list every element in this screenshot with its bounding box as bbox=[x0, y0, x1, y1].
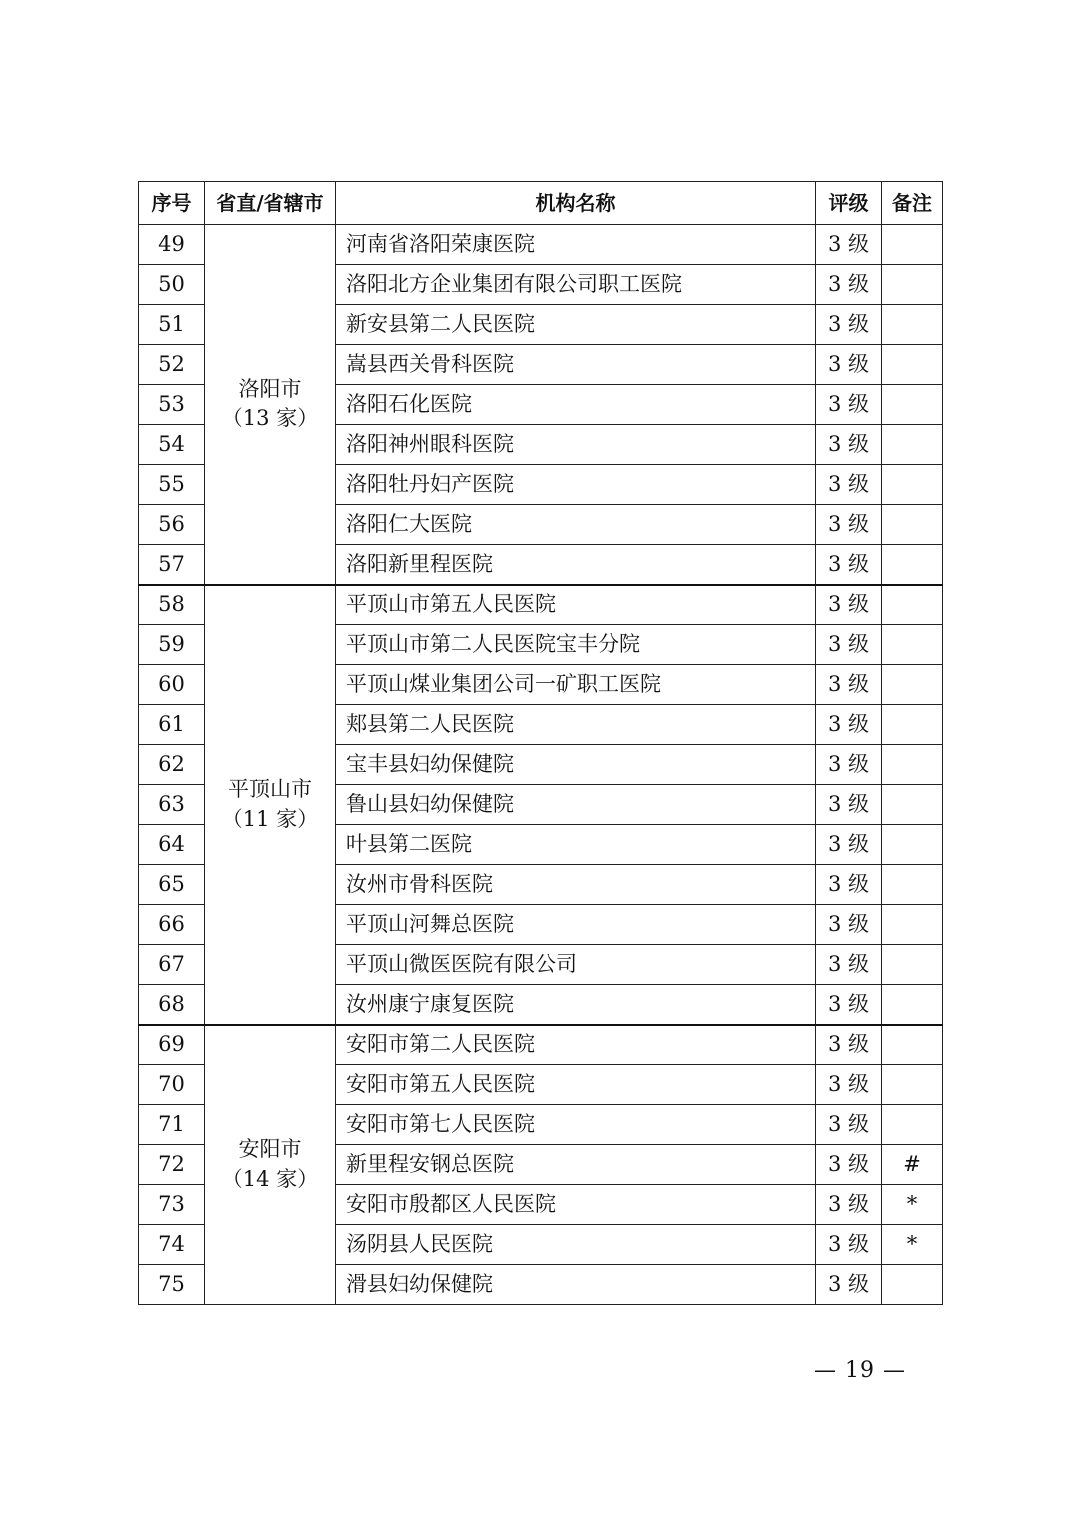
row-number: 52 bbox=[139, 345, 205, 385]
header-institution-name: 机构名称 bbox=[336, 182, 816, 225]
remark: * bbox=[882, 1185, 943, 1225]
institution-name: 洛阳神州眼科医院 bbox=[336, 425, 816, 465]
institution-name: 洛阳石化医院 bbox=[336, 385, 816, 425]
remark bbox=[882, 865, 943, 905]
row-number: 63 bbox=[139, 785, 205, 825]
institution-name: 汝州市骨科医院 bbox=[336, 865, 816, 905]
institution-name: 安阳市第五人民医院 bbox=[336, 1065, 816, 1105]
remark: * bbox=[882, 1225, 943, 1265]
institution-name: 平顶山微医医院有限公司 bbox=[336, 945, 816, 985]
header-remarks: 备注 bbox=[882, 182, 943, 225]
remark bbox=[882, 1105, 943, 1145]
institution-name: 洛阳牡丹妇产医院 bbox=[336, 465, 816, 505]
row-number: 53 bbox=[139, 385, 205, 425]
remark bbox=[882, 625, 943, 665]
table-row bbox=[139, 1025, 943, 1065]
rating-level: 3 级 bbox=[816, 265, 882, 305]
row-number: 65 bbox=[139, 865, 205, 905]
rating-level: 3 级 bbox=[816, 465, 882, 505]
rating-level: 3 级 bbox=[816, 1145, 882, 1185]
table-row bbox=[139, 585, 943, 625]
row-number: 56 bbox=[139, 505, 205, 545]
institution-name: 安阳市第二人民医院 bbox=[336, 1025, 816, 1065]
institution-name: 新安县第二人民医院 bbox=[336, 305, 816, 345]
rating-level: 3 级 bbox=[816, 665, 882, 705]
rating-level: 3 级 bbox=[816, 785, 882, 825]
rating-level: 3 级 bbox=[816, 865, 882, 905]
row-number: 60 bbox=[139, 665, 205, 705]
hospital-rating-table bbox=[138, 181, 943, 1305]
remark bbox=[882, 1265, 943, 1305]
city-name: 洛阳市 bbox=[238, 376, 302, 401]
rating-level: 3 级 bbox=[816, 1105, 882, 1145]
institution-name: 汝州康宁康复医院 bbox=[336, 985, 816, 1025]
header-city: 省直/省辖市 bbox=[205, 182, 336, 225]
remark bbox=[882, 1025, 943, 1065]
rating-level: 3 级 bbox=[816, 1025, 882, 1065]
remark bbox=[882, 425, 943, 465]
rating-level: 3 级 bbox=[816, 225, 882, 265]
remark bbox=[882, 1065, 943, 1105]
rating-level: 3 级 bbox=[816, 425, 882, 465]
rating-level: 3 级 bbox=[816, 1225, 882, 1265]
rating-level: 3 级 bbox=[816, 505, 882, 545]
institution-name: 平顶山市第五人民医院 bbox=[336, 585, 816, 625]
institution-name: 新里程安钢总医院 bbox=[336, 1145, 816, 1185]
remark bbox=[882, 665, 943, 705]
remark bbox=[882, 985, 943, 1025]
institution-name: 平顶山煤业集团公司一矿职工医院 bbox=[336, 665, 816, 705]
remark bbox=[882, 745, 943, 785]
table-row bbox=[139, 225, 943, 265]
rating-level: 3 级 bbox=[816, 1065, 882, 1105]
city-group-cell bbox=[205, 225, 336, 585]
row-number: 73 bbox=[139, 1185, 205, 1225]
city-name: 平顶山市 bbox=[228, 777, 312, 802]
city-group-cell bbox=[205, 585, 336, 1025]
row-number: 72 bbox=[139, 1145, 205, 1185]
institution-name: 平顶山河舞总医院 bbox=[336, 905, 816, 945]
institution-name: 宝丰县妇幼保健院 bbox=[336, 745, 816, 785]
row-number: 61 bbox=[139, 705, 205, 745]
row-number: 75 bbox=[139, 1265, 205, 1305]
rating-level: 3 级 bbox=[816, 945, 882, 985]
rating-level: 3 级 bbox=[816, 545, 882, 585]
remark bbox=[882, 265, 943, 305]
remark bbox=[882, 705, 943, 745]
row-number: 62 bbox=[139, 745, 205, 785]
rating-level: 3 级 bbox=[816, 305, 882, 345]
remark bbox=[882, 225, 943, 265]
rating-level: 3 级 bbox=[816, 1265, 882, 1305]
rating-level: 3 级 bbox=[816, 585, 882, 625]
institution-name: 河南省洛阳荣康医院 bbox=[336, 225, 816, 265]
remark bbox=[882, 385, 943, 425]
institution-name: 郏县第二人民医院 bbox=[336, 705, 816, 745]
header-rating: 评级 bbox=[816, 182, 882, 225]
row-number: 71 bbox=[139, 1105, 205, 1145]
header-number: 序号 bbox=[139, 182, 205, 225]
institution-name: 嵩县西关骨科医院 bbox=[336, 345, 816, 385]
city-count: （14 家） bbox=[221, 1166, 319, 1191]
row-number: 67 bbox=[139, 945, 205, 985]
row-number: 49 bbox=[139, 225, 205, 265]
rating-level: 3 级 bbox=[816, 905, 882, 945]
row-number: 55 bbox=[139, 465, 205, 505]
institution-name: 洛阳仁大医院 bbox=[336, 505, 816, 545]
institution-name: 汤阴县人民医院 bbox=[336, 1225, 816, 1265]
institution-name: 洛阳北方企业集团有限公司职工医院 bbox=[336, 265, 816, 305]
institution-name: 平顶山市第二人民医院宝丰分院 bbox=[336, 625, 816, 665]
institution-name: 洛阳新里程医院 bbox=[336, 545, 816, 585]
institution-name: 鲁山县妇幼保健院 bbox=[336, 785, 816, 825]
remark bbox=[882, 785, 943, 825]
remark bbox=[882, 945, 943, 985]
remark bbox=[882, 905, 943, 945]
remark bbox=[882, 585, 943, 625]
row-number: 57 bbox=[139, 545, 205, 585]
institution-name: 安阳市殷都区人民医院 bbox=[336, 1185, 816, 1225]
city-count: （11 家） bbox=[221, 806, 319, 831]
table-body bbox=[139, 225, 943, 1305]
row-number: 69 bbox=[139, 1025, 205, 1065]
row-number: 66 bbox=[139, 905, 205, 945]
institution-name: 滑县妇幼保健院 bbox=[336, 1265, 816, 1305]
row-number: 64 bbox=[139, 825, 205, 865]
row-number: 58 bbox=[139, 585, 205, 625]
remark bbox=[882, 545, 943, 585]
remark bbox=[882, 305, 943, 345]
row-number: 74 bbox=[139, 1225, 205, 1265]
institution-name: 叶县第二医院 bbox=[336, 825, 816, 865]
row-number: 68 bbox=[139, 985, 205, 1025]
remark: # bbox=[882, 1145, 943, 1185]
rating-level: 3 级 bbox=[816, 345, 882, 385]
rating-level: 3 级 bbox=[816, 745, 882, 785]
rating-level: 3 级 bbox=[816, 1185, 882, 1225]
city-group-cell bbox=[205, 1025, 336, 1305]
row-number: 70 bbox=[139, 1065, 205, 1105]
row-number: 54 bbox=[139, 425, 205, 465]
row-number: 59 bbox=[139, 625, 205, 665]
city-count: （13 家） bbox=[221, 406, 319, 431]
remark bbox=[882, 825, 943, 865]
rating-level: 3 级 bbox=[816, 625, 882, 665]
city-name: 安阳市 bbox=[238, 1137, 302, 1162]
rating-level: 3 级 bbox=[816, 985, 882, 1025]
institution-name: 安阳市第七人民医院 bbox=[336, 1105, 816, 1145]
row-number: 50 bbox=[139, 265, 205, 305]
rating-level: 3 级 bbox=[816, 825, 882, 865]
remark bbox=[882, 345, 943, 385]
rating-level: 3 级 bbox=[816, 705, 882, 745]
page-number: — 19 — bbox=[814, 1358, 906, 1383]
rating-level: 3 级 bbox=[816, 385, 882, 425]
remark bbox=[882, 465, 943, 505]
remark bbox=[882, 505, 943, 545]
row-number: 51 bbox=[139, 305, 205, 345]
table-header-row bbox=[139, 182, 943, 225]
